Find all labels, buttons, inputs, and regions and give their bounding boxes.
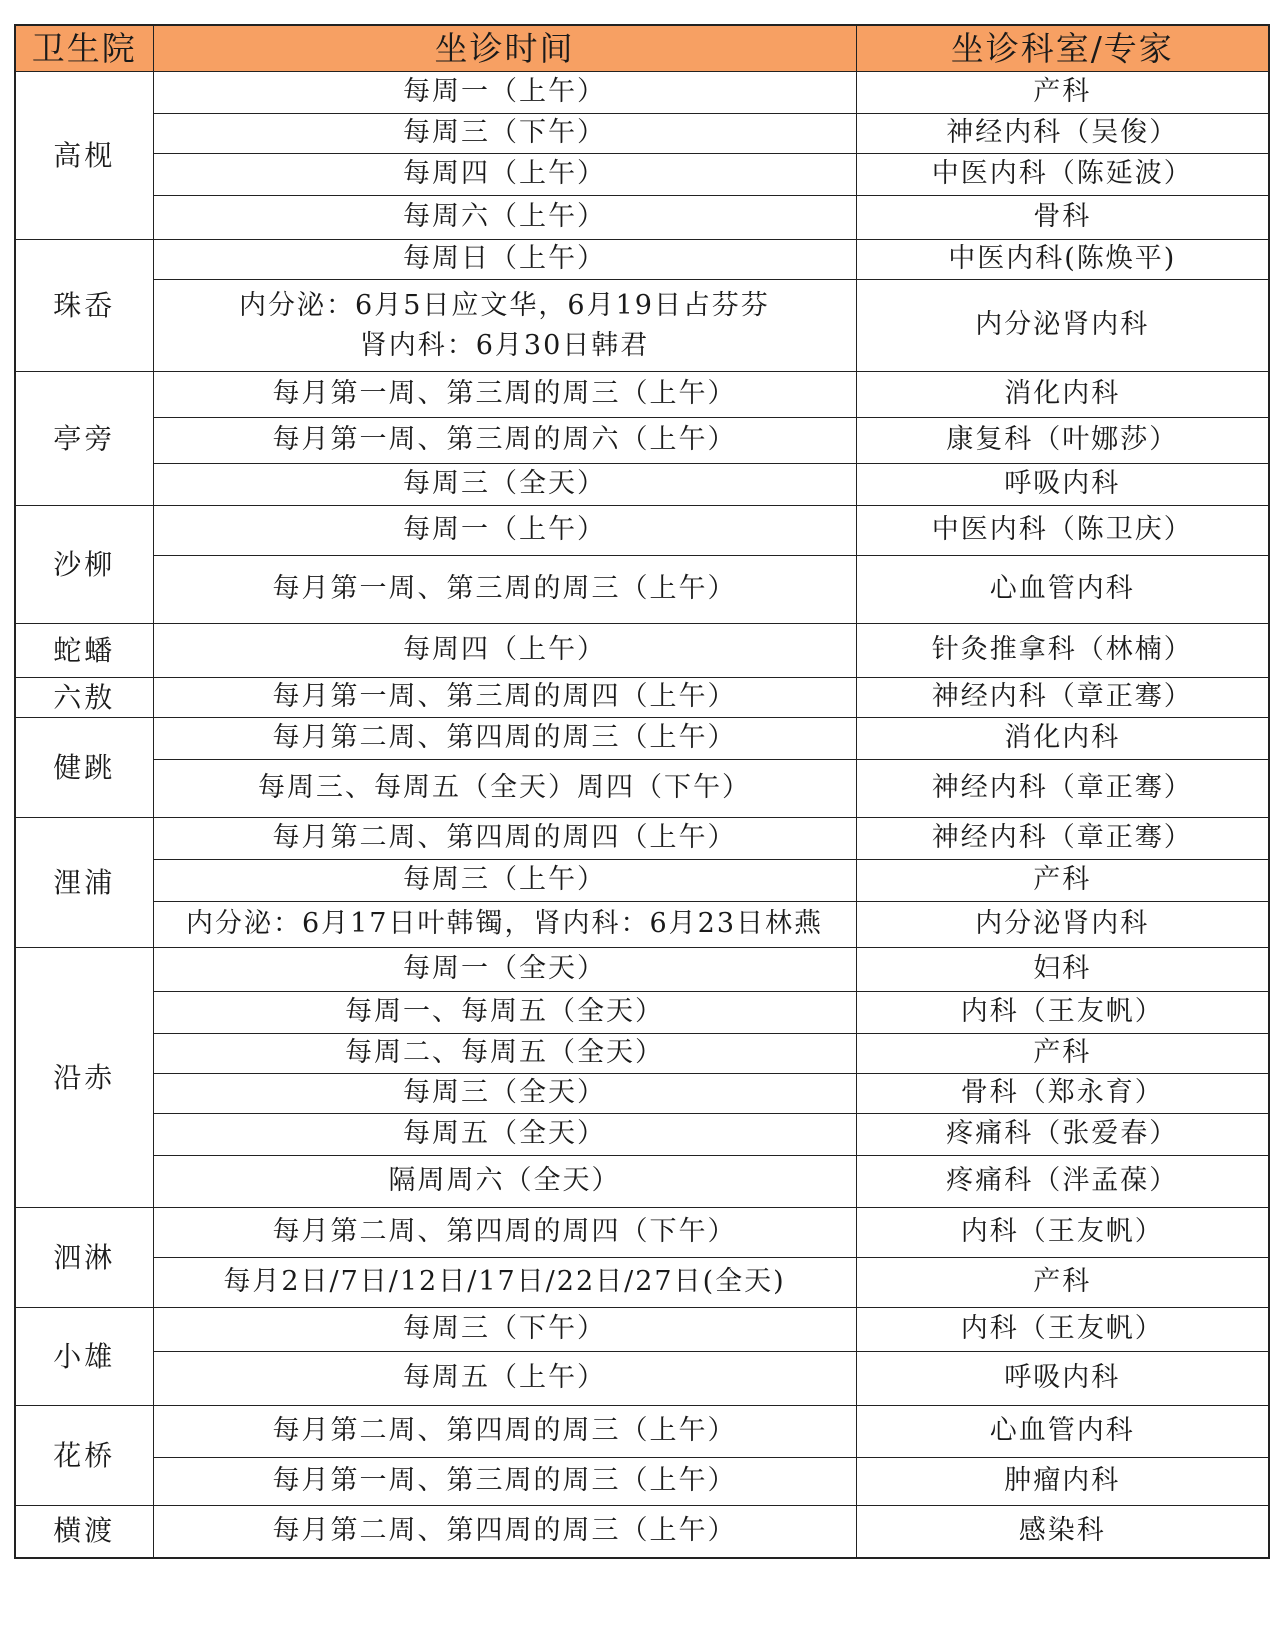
dept-cell: 妇科 xyxy=(856,948,1269,992)
time-cell: 每月第一周、第三周的周三（上午） xyxy=(153,556,856,624)
dept-cell: 神经内科（吴俊） xyxy=(856,114,1269,154)
hospital-name-cell: 花桥 xyxy=(15,1406,153,1506)
time-cell: 每周五（上午） xyxy=(153,1352,856,1406)
time-cell: 隔周周六（全天） xyxy=(153,1156,856,1208)
table-row xyxy=(15,1034,1269,1074)
dept-cell: 神经内科（章正骞） xyxy=(856,678,1269,718)
dept-cell: 疼痛科（泮孟葆） xyxy=(856,1156,1269,1208)
table-row xyxy=(15,506,1269,556)
table-row xyxy=(15,1458,1269,1506)
dept-cell: 呼吸内科 xyxy=(856,1352,1269,1406)
table-row xyxy=(15,114,1269,154)
table-row xyxy=(15,1114,1269,1156)
time-cell: 每周三（全天） xyxy=(153,464,856,506)
time-cell: 每月第二周、第四周的周三（上午） xyxy=(153,1406,856,1458)
dept-cell: 骨科 xyxy=(856,196,1269,240)
dept-cell: 心血管内科 xyxy=(856,556,1269,624)
hospital-name-cell: 横渡 xyxy=(15,1506,153,1558)
table-row xyxy=(15,1352,1269,1406)
dept-cell: 内分泌肾内科 xyxy=(856,280,1269,372)
schedule-sheet xyxy=(14,24,1268,1559)
time-cell: 每周四（上午） xyxy=(153,624,856,678)
time-cell: 每月第二周、第四周的周三（上午） xyxy=(153,718,856,760)
time-cell: 每周一、每周五（全天） xyxy=(153,992,856,1034)
table-row xyxy=(15,992,1269,1034)
header-hospital: 卫生院 xyxy=(15,25,153,72)
time-line: 肾内科：6月30日韩君 xyxy=(359,329,650,361)
dept-cell: 产科 xyxy=(856,860,1269,902)
table-row xyxy=(15,154,1269,196)
time-cell: 每月第一周、第三周的周三（上午） xyxy=(153,1458,856,1506)
table-row xyxy=(15,372,1269,418)
time-cell xyxy=(153,280,856,372)
dept-cell: 产科 xyxy=(856,1258,1269,1308)
table-row xyxy=(15,1156,1269,1208)
dept-cell: 产科 xyxy=(856,1034,1269,1074)
hospital-name-cell: 泗淋 xyxy=(15,1208,153,1308)
table-row xyxy=(15,860,1269,902)
time-cell: 每周三、每周五（全天）周四（下午） xyxy=(153,760,856,818)
time-line: 内分泌：6月5日应文华，6月19日占芬芬 xyxy=(239,290,770,322)
table-row xyxy=(15,1506,1269,1558)
hospital-name-cell: 高枧 xyxy=(15,72,153,240)
table-row xyxy=(15,280,1269,372)
table-row xyxy=(15,1208,1269,1258)
time-cell: 每周三（全天） xyxy=(153,1074,856,1114)
hospital-name-cell: 六敖 xyxy=(15,678,153,718)
table-row xyxy=(15,1308,1269,1352)
time-cell: 每月第二周、第四周的周三（上午） xyxy=(153,1506,856,1558)
table-row xyxy=(15,678,1269,718)
table-row xyxy=(15,556,1269,624)
table-row xyxy=(15,902,1269,948)
schedule-table xyxy=(14,24,1270,1559)
time-cell: 每周三（上午） xyxy=(153,860,856,902)
dept-cell: 内科（王友帆） xyxy=(856,1308,1269,1352)
table-row xyxy=(15,1258,1269,1308)
time-cell: 每周五（全天） xyxy=(153,1114,856,1156)
table-row xyxy=(15,760,1269,818)
dept-cell: 内分泌肾内科 xyxy=(856,902,1269,948)
time-cell: 每月第二周、第四周的周四（下午） xyxy=(153,1208,856,1258)
time-cell: 每周一（上午） xyxy=(153,506,856,556)
time-cell: 内分泌：6月17日叶韩镯，肾内科：6月23日林燕 xyxy=(153,902,856,948)
dept-cell: 感染科 xyxy=(856,1506,1269,1558)
dept-cell: 产科 xyxy=(856,72,1269,114)
time-cell: 每月第一周、第三周的周三（上午） xyxy=(153,372,856,418)
time-cell: 每周一（全天） xyxy=(153,948,856,992)
dept-cell: 骨科（郑永育） xyxy=(856,1074,1269,1114)
table-row xyxy=(15,718,1269,760)
header-time: 坐诊时间 xyxy=(153,25,856,72)
table-row xyxy=(15,948,1269,992)
time-cell: 每月第一周、第三周的周四（上午） xyxy=(153,678,856,718)
table-row xyxy=(15,196,1269,240)
dept-cell: 神经内科（章正骞） xyxy=(856,818,1269,860)
dept-cell: 肿瘤内科 xyxy=(856,1458,1269,1506)
dept-cell: 神经内科（章正骞） xyxy=(856,760,1269,818)
time-cell: 每周三（下午） xyxy=(153,114,856,154)
dept-cell: 内科（王友帆） xyxy=(856,1208,1269,1258)
dept-cell: 中医内科（陈卫庆） xyxy=(856,506,1269,556)
time-cell: 每周一（上午） xyxy=(153,72,856,114)
table-row xyxy=(15,418,1269,464)
time-cell: 每周三（下午） xyxy=(153,1308,856,1352)
hospital-name-cell: 浬浦 xyxy=(15,818,153,948)
hospital-name-cell: 沙柳 xyxy=(15,506,153,624)
time-cell: 每月第二周、第四周的周四（上午） xyxy=(153,818,856,860)
dept-cell: 呼吸内科 xyxy=(856,464,1269,506)
hospital-name-cell: 小雄 xyxy=(15,1308,153,1406)
dept-cell: 针灸推拿科（林楠） xyxy=(856,624,1269,678)
hospital-name-cell: 蛇蟠 xyxy=(15,624,153,678)
hospital-name-cell: 沿赤 xyxy=(15,948,153,1208)
hospital-name-cell: 亭旁 xyxy=(15,372,153,506)
table-row xyxy=(15,464,1269,506)
header-row xyxy=(15,25,1269,72)
dept-cell: 中医内科（陈延波） xyxy=(856,154,1269,196)
dept-cell: 疼痛科（张爱春） xyxy=(856,1114,1269,1156)
dept-cell: 消化内科 xyxy=(856,718,1269,760)
dept-cell: 康复科（叶娜莎） xyxy=(856,418,1269,464)
schedule-body xyxy=(15,72,1269,1558)
dept-cell: 消化内科 xyxy=(856,372,1269,418)
hospital-name-cell: 珠岙 xyxy=(15,240,153,372)
table-row xyxy=(15,624,1269,678)
dept-cell: 内科（王友帆） xyxy=(856,992,1269,1034)
table-row xyxy=(15,240,1269,280)
time-cell: 每月第一周、第三周的周六（上午） xyxy=(153,418,856,464)
table-row xyxy=(15,1074,1269,1114)
time-cell: 每周六（上午） xyxy=(153,196,856,240)
table-row xyxy=(15,1406,1269,1458)
table-row xyxy=(15,818,1269,860)
dept-cell: 心血管内科 xyxy=(856,1406,1269,1458)
dept-cell: 中医内科(陈焕平) xyxy=(856,240,1269,280)
hospital-name-cell: 健跳 xyxy=(15,718,153,818)
header-dept: 坐诊科室/专家 xyxy=(856,25,1269,72)
time-cell: 每月2日/7日/12日/17日/22日/27日(全天) xyxy=(153,1258,856,1308)
time-cell: 每周四（上午） xyxy=(153,154,856,196)
time-cell: 每周二、每周五（全天） xyxy=(153,1034,856,1074)
time-cell: 每周日（上午） xyxy=(153,240,856,280)
table-row xyxy=(15,72,1269,114)
